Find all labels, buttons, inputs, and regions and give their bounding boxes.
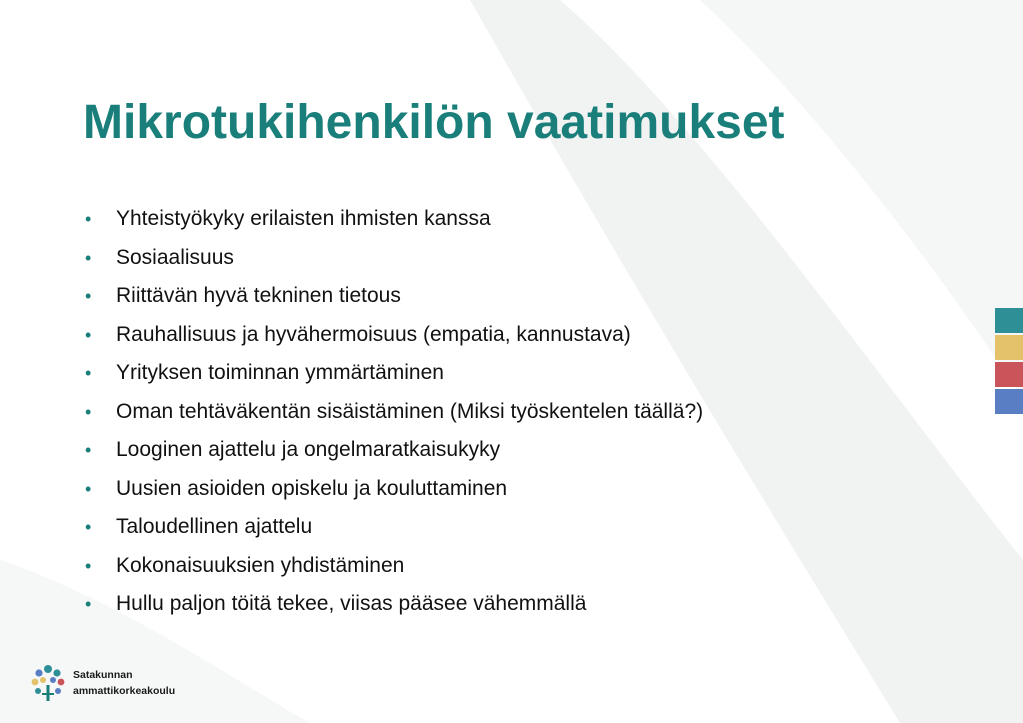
list-item-text: Rauhallisuus ja hyvähermoisuus (empatia, kannustava) <box>116 322 631 346</box>
list-item <box>85 316 703 355</box>
list-item-text: Riittävän hyvä tekninen tietous <box>116 284 401 307</box>
bullet-icon: • <box>85 247 92 268</box>
bullet-icon: • <box>85 286 92 306</box>
list-item <box>85 200 703 239</box>
list-item <box>85 508 703 547</box>
list-item-text: Yrityksen toiminnan ymmärtäminen <box>116 361 444 384</box>
bullet-icon: • <box>85 478 92 499</box>
logo-line-1: Satakunnan <box>73 669 133 681</box>
list-item-text: Looginen ajattelu ja ongelmaratkaisukyky <box>116 438 501 461</box>
bullet-icon: • <box>85 517 92 537</box>
color-bar-stack <box>995 308 1023 416</box>
bullet-icon: • <box>85 594 92 614</box>
list-item <box>85 354 703 393</box>
tree-logo-icon <box>30 663 66 703</box>
list-item-text: Hullu paljon töitä tekee, viisas pääsee vähemmällä <box>116 592 587 615</box>
list-item <box>85 547 703 586</box>
color-bar-yellow <box>995 335 1023 360</box>
color-bar-blue <box>995 389 1023 414</box>
list-item <box>85 393 703 432</box>
bullet-icon: • <box>85 555 92 576</box>
bullet-icon: • <box>85 363 92 383</box>
logo-wordmark <box>73 667 175 699</box>
list-item-text: Uusien asioiden opiskelu ja kouluttaminen <box>116 476 508 500</box>
color-bar-teal <box>995 308 1023 333</box>
list-item-text: Yhteistyökyky erilaisten ihmisten kanssa <box>116 207 491 230</box>
logo-line-2: ammattikorkeakoulu <box>73 685 176 697</box>
list-item <box>85 585 703 624</box>
list-item-text: Oman tehtäväkentän sisäistäminen (Miksi työskentelen täällä?) <box>116 399 704 423</box>
list-item <box>85 239 703 278</box>
bullet-icon: • <box>85 209 92 229</box>
color-bar-red <box>995 362 1023 387</box>
bullet-icon: • <box>85 440 92 460</box>
list-item <box>85 277 703 316</box>
list-item-text: Taloudellinen ajattelu <box>116 515 313 538</box>
bullet-icon: • <box>85 401 92 422</box>
list-item-text: Kokonaisuuksien yhdistäminen <box>116 553 405 577</box>
list-item-text: Sosiaalisuus <box>116 245 234 269</box>
list-item <box>85 470 703 509</box>
list-item <box>85 431 703 470</box>
slide-title: Mikrotukihenkilön vaatimukset <box>83 96 785 149</box>
bullet-list <box>85 200 703 624</box>
bullet-icon: • <box>85 324 92 345</box>
logo <box>30 663 175 703</box>
